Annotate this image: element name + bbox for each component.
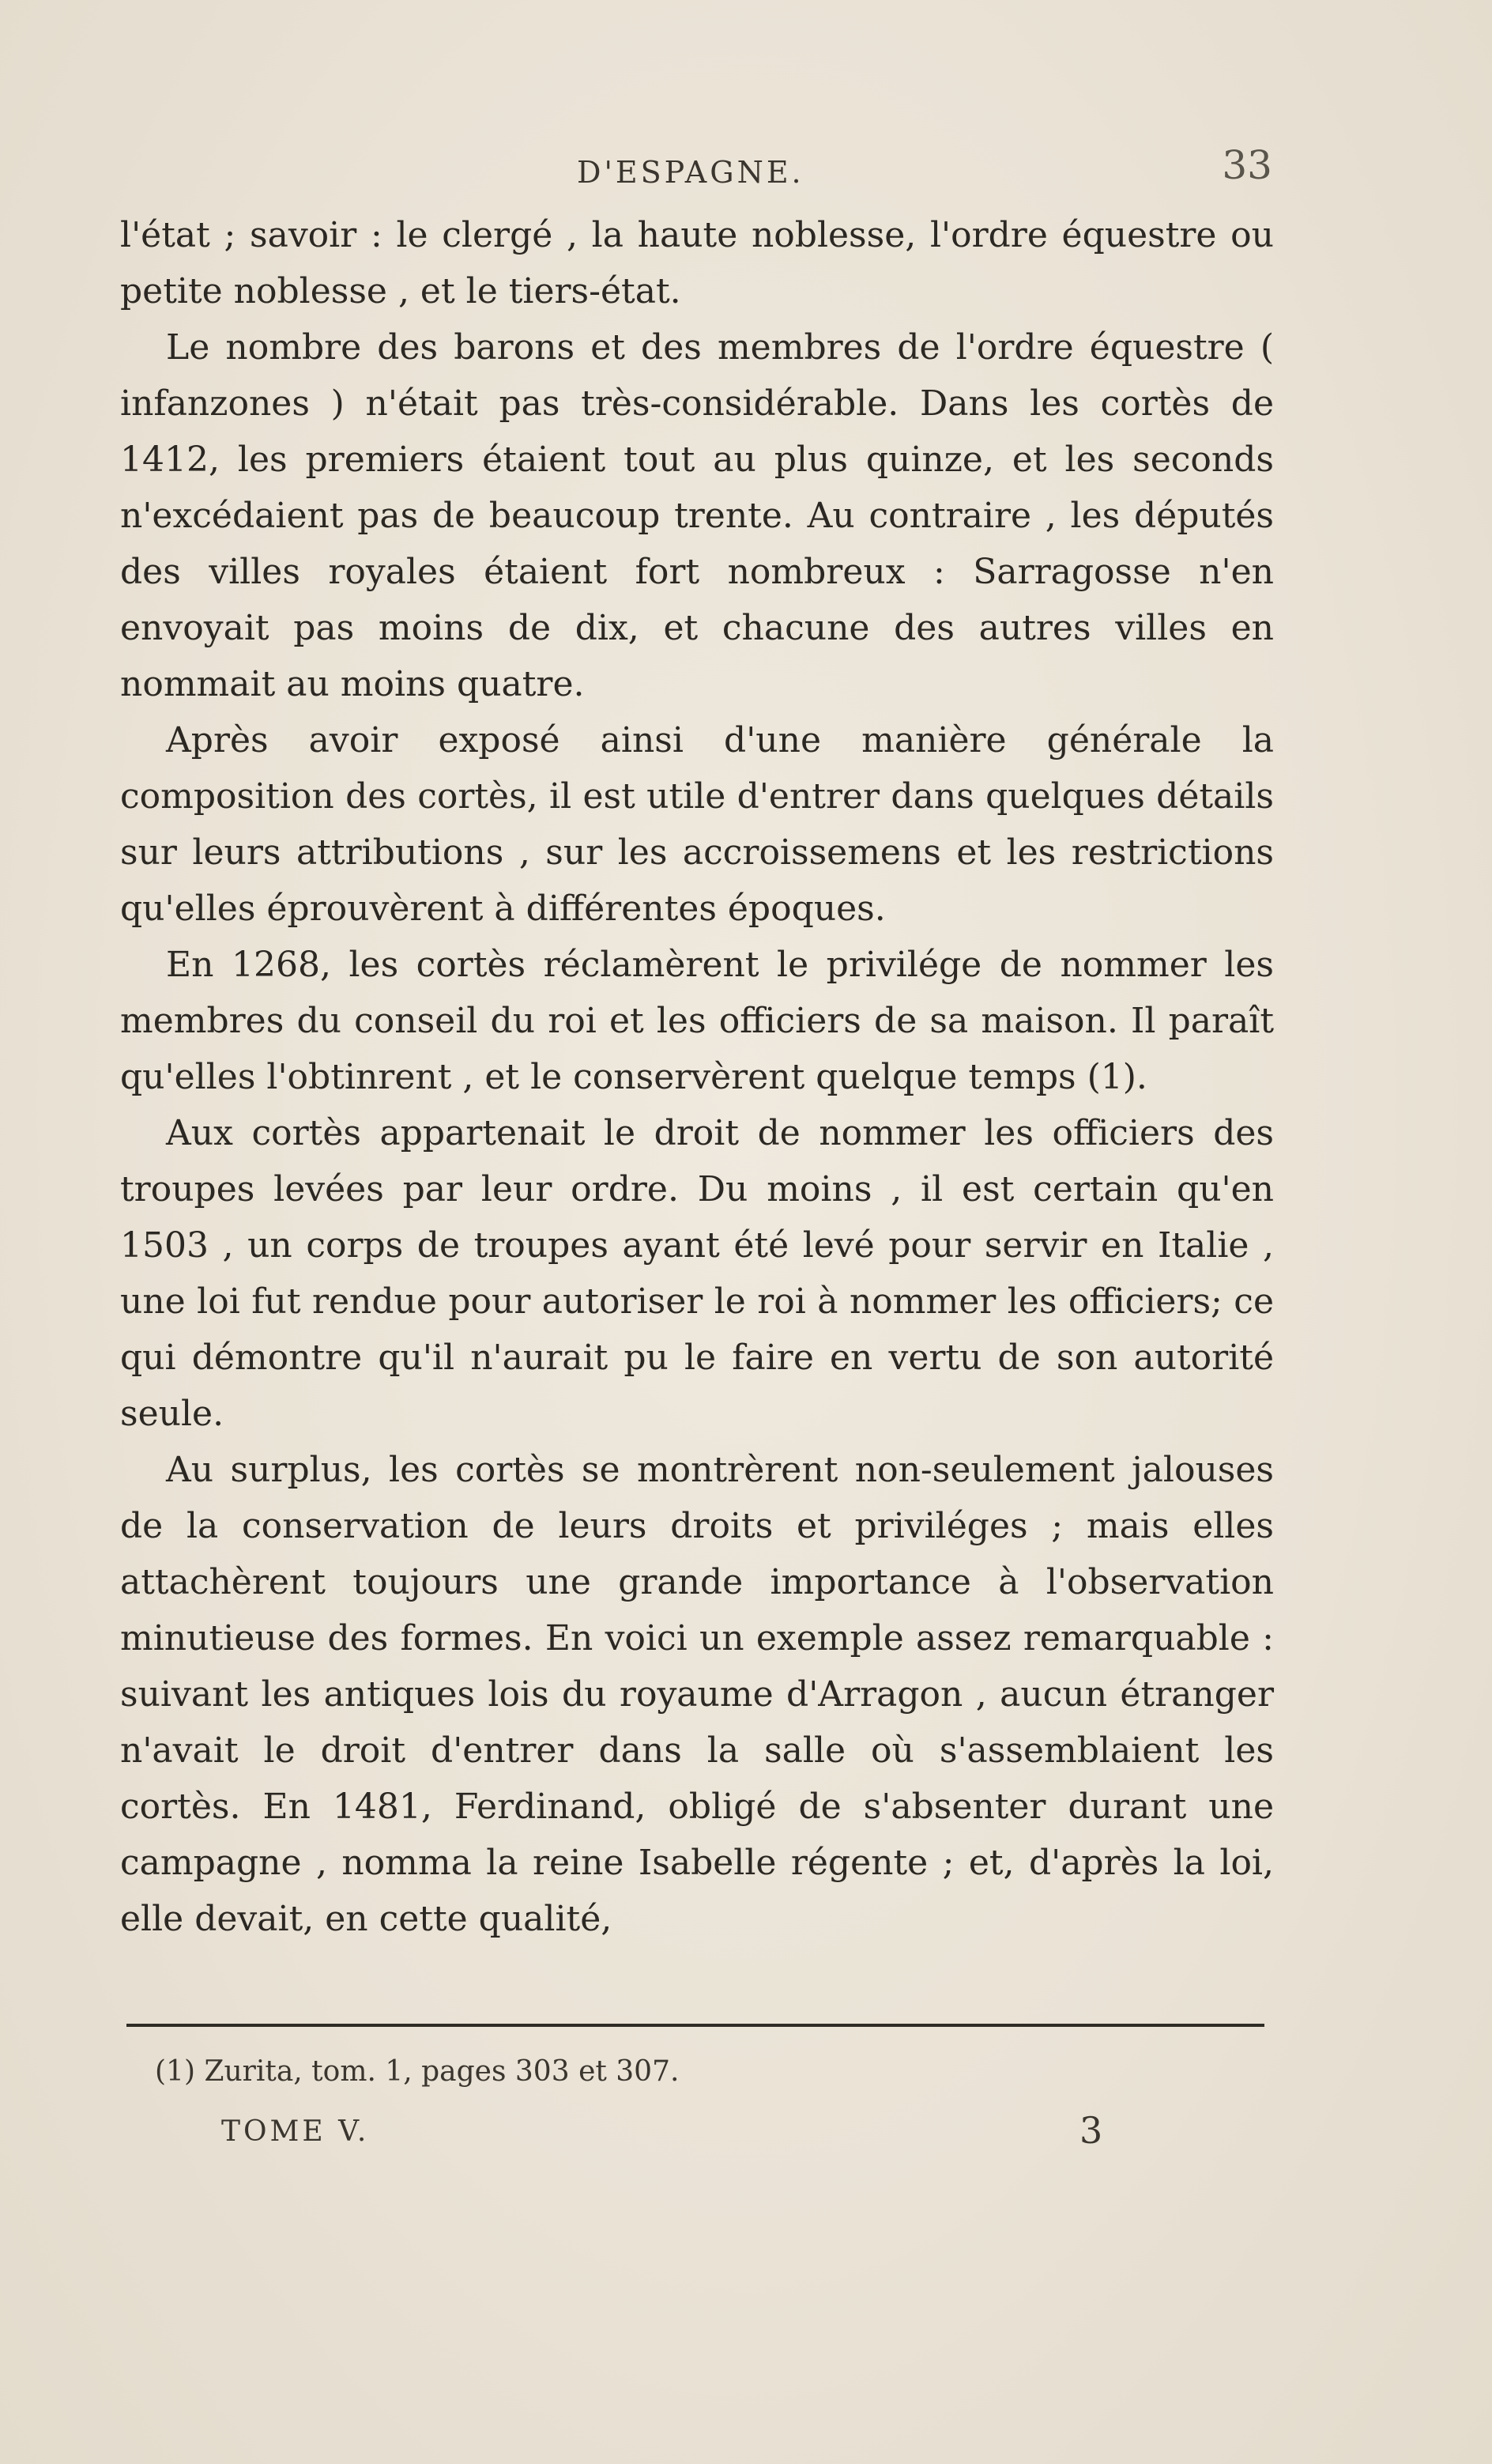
running-head: D'ESPAGNE.	[577, 155, 804, 190]
paragraph: En 1268, les cortès réclamèrent le privilége de nommer les membres du conseil du roi et les officiers de sa maison. Il paraît qu'elles l'obtinrent , et le conservèrent quelque temps (1).	[120, 945, 1274, 1097]
paragraph: Après avoir exposé ainsi d'une manière générale la composition des cortès, il est utile d'entrer dans quelques détails sur leurs attributions , sur les accroissemens et les restrictions qu'elles éprouvèrent à différentes époques.	[120, 720, 1274, 929]
page-header	[119, 142, 1272, 198]
page-number: 33	[1222, 142, 1272, 188]
paragraph: Au surplus, les cortès se montrèrent non-seulement jalouses de la conservation de leurs droits et priviléges ; mais elles attachèrent toujours une grande importance à l'observation minutieuse des formes. En voici un exemple assez remarquable : suivant les antiques lois du royaume d'Arragon , aucun étranger n'avait le droit d'entrer dans la salle où s'assemblaient les cortès. En 1481, Ferdinand, obligé de s'absenter durant une campagne , nomma la reine Isabelle régente ; et, d'après la loi, elle devait, en cette qualité,	[120, 1450, 1274, 1939]
footnote-rule	[126, 2024, 1264, 2027]
paragraph: Le nombre des barons et des membres de l'ordre équestre ( infanzones ) n'était pas très-considérable. Dans les cortès de 1412, les premiers étaient tout au plus quinze, et les seconds n'excédaient pas de beaucoup trente. Au contraire , les députés des villes royales étaient fort nombreux : Sarragosse n'en envoyait pas moins de dix, et chacune des autres villes en nommait au moins quatre.	[120, 327, 1274, 704]
signature-number: 3	[1079, 2109, 1103, 2152]
footnote: (1) Zurita, tom. 1, pages 303 et 307.	[155, 2055, 680, 2088]
paragraph: Aux cortès appartenait le droit de nommer les officiers des troupes levées par leur ordre. Du moins , il est certain qu'en 1503 , un corps de troupes ayant été levé pour servir en Italie , une loi fut rendue pour autoriser le roi à nommer les officiers; ce qui démontre qu'il n'aurait pu le faire en vertu de son autorité seule.	[120, 1113, 1274, 1434]
paragraph: l'état ; savoir : le clergé , la haute noblesse, l'ordre équestre ou petite noblesse , et le tiers-état.	[120, 215, 1274, 311]
signature-mark: TOME V.	[221, 2115, 370, 2148]
body-text	[120, 207, 1274, 1947]
